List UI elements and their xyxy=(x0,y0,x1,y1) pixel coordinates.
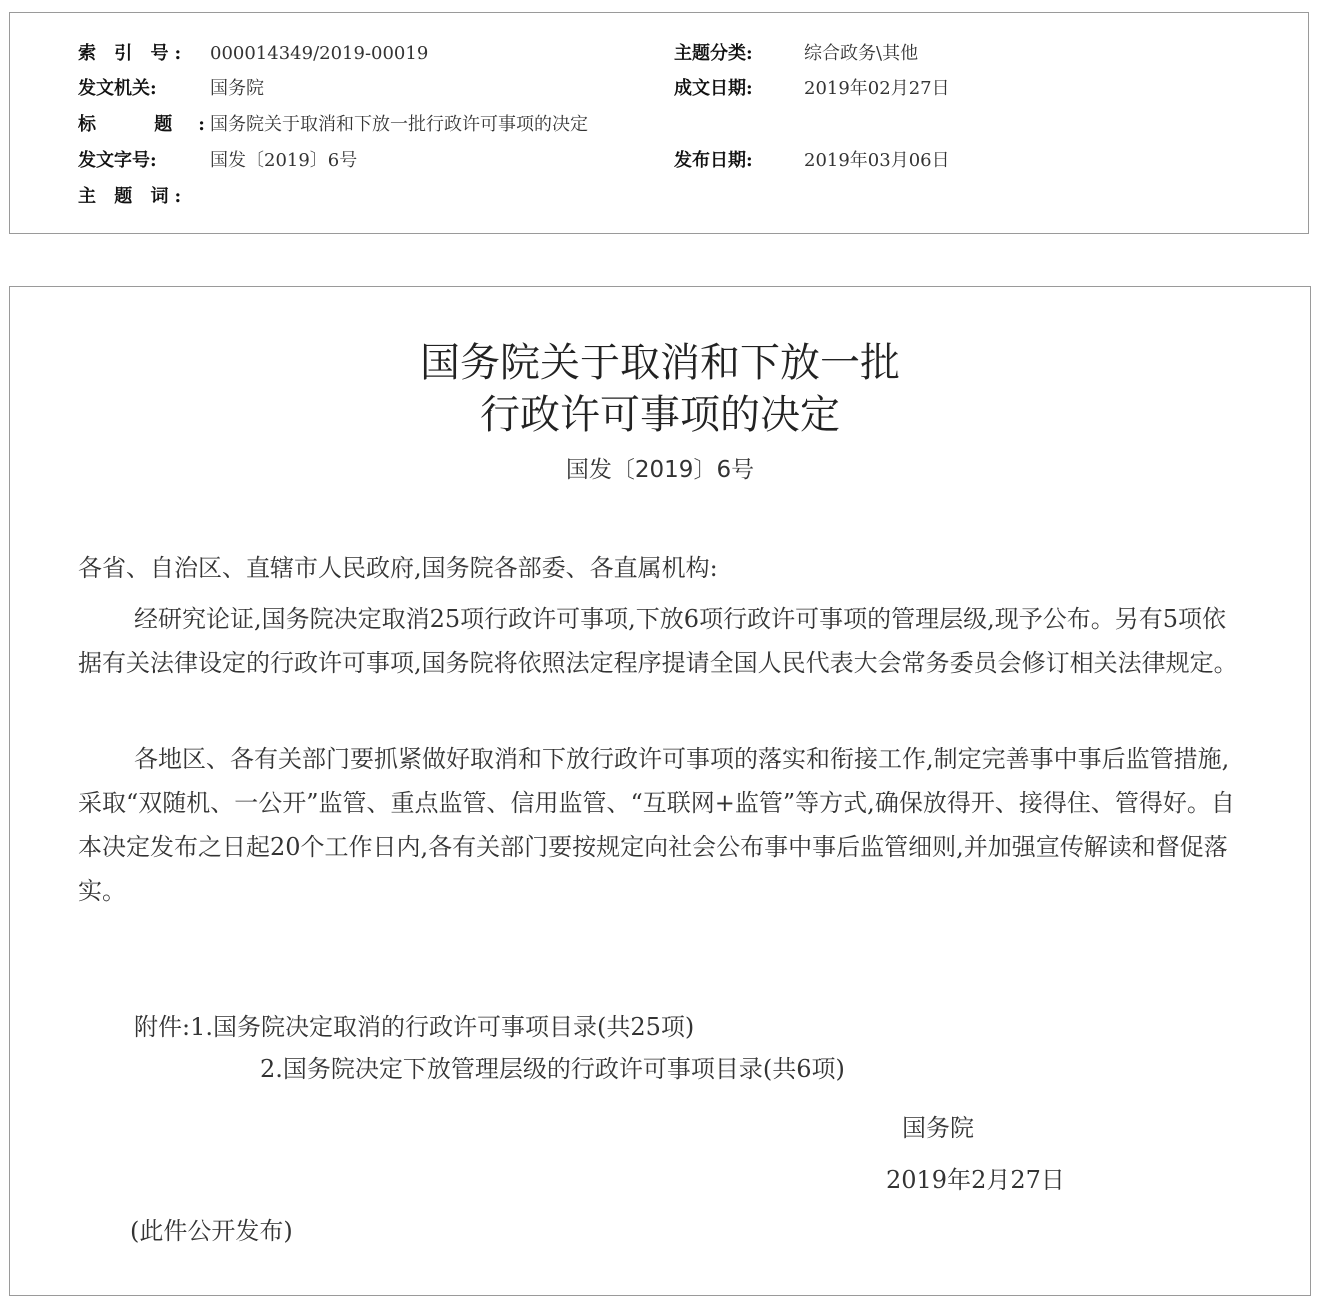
doc-no-value: 国发〔2019〕6号 xyxy=(210,150,358,171)
topic-label: 主题分类: xyxy=(674,43,753,64)
meta-row-doc-no xyxy=(10,143,1308,179)
title-label: 标 题: xyxy=(78,114,231,135)
publication-note: (此件公开发布) xyxy=(130,1217,293,1245)
publish-date-label: 发布日期: xyxy=(674,150,753,171)
meta-row-issuer xyxy=(10,71,1308,107)
topic-value: 综合政务\其他 xyxy=(804,43,919,64)
document-body-panel xyxy=(9,286,1311,1296)
index-value: 000014349/2019-00019 xyxy=(210,43,429,64)
document-number: 国发〔2019〕6号 xyxy=(565,457,755,483)
issuer-label: 发文机关: xyxy=(78,78,157,99)
signature-date: 2019年2月27日 xyxy=(886,1166,1065,1194)
written-date-label: 成文日期: xyxy=(674,78,753,99)
keywords-label: 主 题 词: xyxy=(78,186,188,207)
title-value: 国务院关于取消和下放一批行政许可事项的决定 xyxy=(210,114,588,135)
document-metadata-panel xyxy=(9,12,1309,234)
paragraph-2: 各地区、各有关部门要抓紧做好取消和下放行政许可事项的落实和衔接工作,制定完善事中事后监管措施,采取“双随机、一公开”监管、重点监管、信用监管、“互联网+监管”等方式,确保放得开、接得住、管得好。自本决定发布之日起20个工作日内,各有关部门要按规定向社会公布事中事后监管细则,并加强宣传解读和督促落实。 xyxy=(78,745,1235,905)
paragraph-1: 经研究论证,国务院决定取消25项行政许可事项,下放6项行政许可事项的管理层级,现予公布。另有5项依据有关法律设定的行政许可事项,国务院将依照法定程序提请全国人民代表大会常务委员会修订相关法律规定。 xyxy=(78,605,1238,677)
document-title-line1: 国务院关于取消和下放一批 xyxy=(420,340,900,386)
salutation: 各省、自治区、直辖市人民政府,国务院各部委、各直属机构: xyxy=(78,554,718,582)
meta-row-index xyxy=(10,36,1308,72)
attachment-1: 附件:1.国务院决定取消的行政许可事项目录(共25项) xyxy=(134,1013,695,1041)
attachment-2: 2.国务院决定下放管理层级的行政许可事项目录(共6项) xyxy=(260,1055,845,1083)
document-title-line2: 行政许可事项的决定 xyxy=(480,392,840,438)
meta-row-title xyxy=(10,107,1308,143)
index-label: 索 引 号: xyxy=(78,43,188,64)
publish-date-value: 2019年03月06日 xyxy=(804,150,950,171)
written-date-value: 2019年02月27日 xyxy=(804,78,950,99)
signature-authority: 国务院 xyxy=(902,1114,974,1142)
doc-no-label: 发文字号: xyxy=(78,150,157,171)
meta-row-keywords xyxy=(10,179,1308,215)
issuer-value: 国务院 xyxy=(210,78,264,99)
